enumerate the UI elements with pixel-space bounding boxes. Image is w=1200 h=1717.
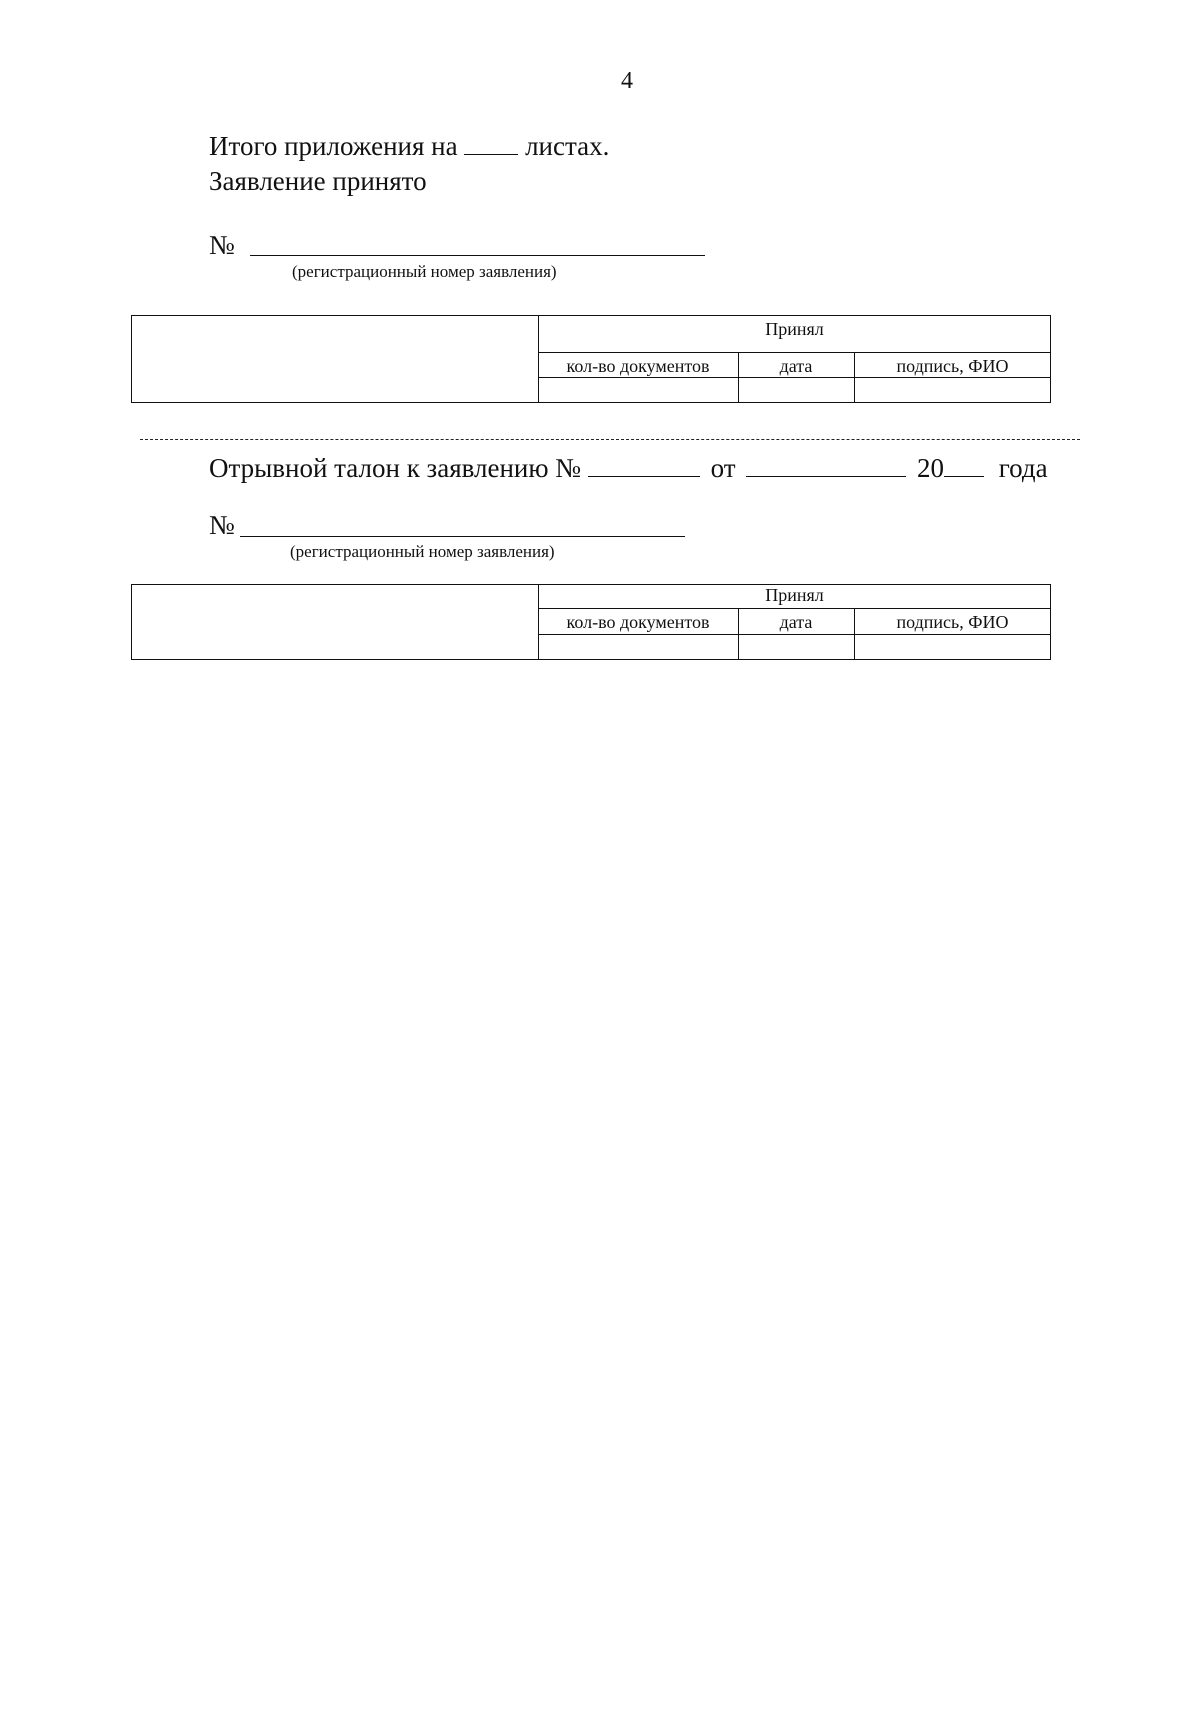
from-label: от <box>710 453 736 483</box>
number-sign: № <box>209 510 235 540</box>
registration-number-field[interactable] <box>250 255 705 256</box>
year-suffix: года <box>998 453 1048 483</box>
signature-cell[interactable] <box>855 635 1050 659</box>
page-number: 4 <box>621 68 633 94</box>
date-cell[interactable] <box>739 378 854 402</box>
number-sign: № <box>209 230 235 260</box>
doc-count-cell[interactable] <box>538 378 738 402</box>
total-attachments-line <box>209 130 609 162</box>
signature-cell[interactable] <box>855 378 1050 402</box>
total-prefix: Итого приложения на <box>209 131 458 161</box>
tear-off-line <box>140 439 1080 440</box>
registration-number-caption: (регистрационный номер заявления) <box>290 542 555 561</box>
tear-off-title-line <box>209 452 1048 484</box>
date-field[interactable] <box>746 454 906 477</box>
accepted-label: Заявление принято <box>209 166 427 196</box>
sheets-count-field[interactable] <box>464 132 518 155</box>
doc-count-cell[interactable] <box>538 635 738 659</box>
tear-off-title: Отрывной талон к заявлению № <box>209 453 582 483</box>
application-number-field[interactable] <box>588 454 700 477</box>
column-doc-count: кол-во документов <box>566 356 710 376</box>
receipt-header: Принял <box>765 585 824 605</box>
total-suffix: листах. <box>525 131 610 161</box>
table-divider <box>538 352 1051 353</box>
year-prefix: 20 <box>917 453 945 483</box>
column-doc-count: кол-во документов <box>566 612 710 632</box>
registration-number-caption: (регистрационный номер заявления) <box>292 262 557 281</box>
column-date: дата <box>779 612 813 632</box>
column-signature: подпись, ФИО <box>896 612 1009 632</box>
column-date: дата <box>779 356 813 376</box>
receipt-header: Принял <box>765 319 824 339</box>
registration-number-field[interactable] <box>240 536 685 537</box>
column-signature: подпись, ФИО <box>896 356 1009 376</box>
year-field[interactable] <box>944 454 984 477</box>
date-cell[interactable] <box>739 635 854 659</box>
table-divider <box>538 608 1051 609</box>
